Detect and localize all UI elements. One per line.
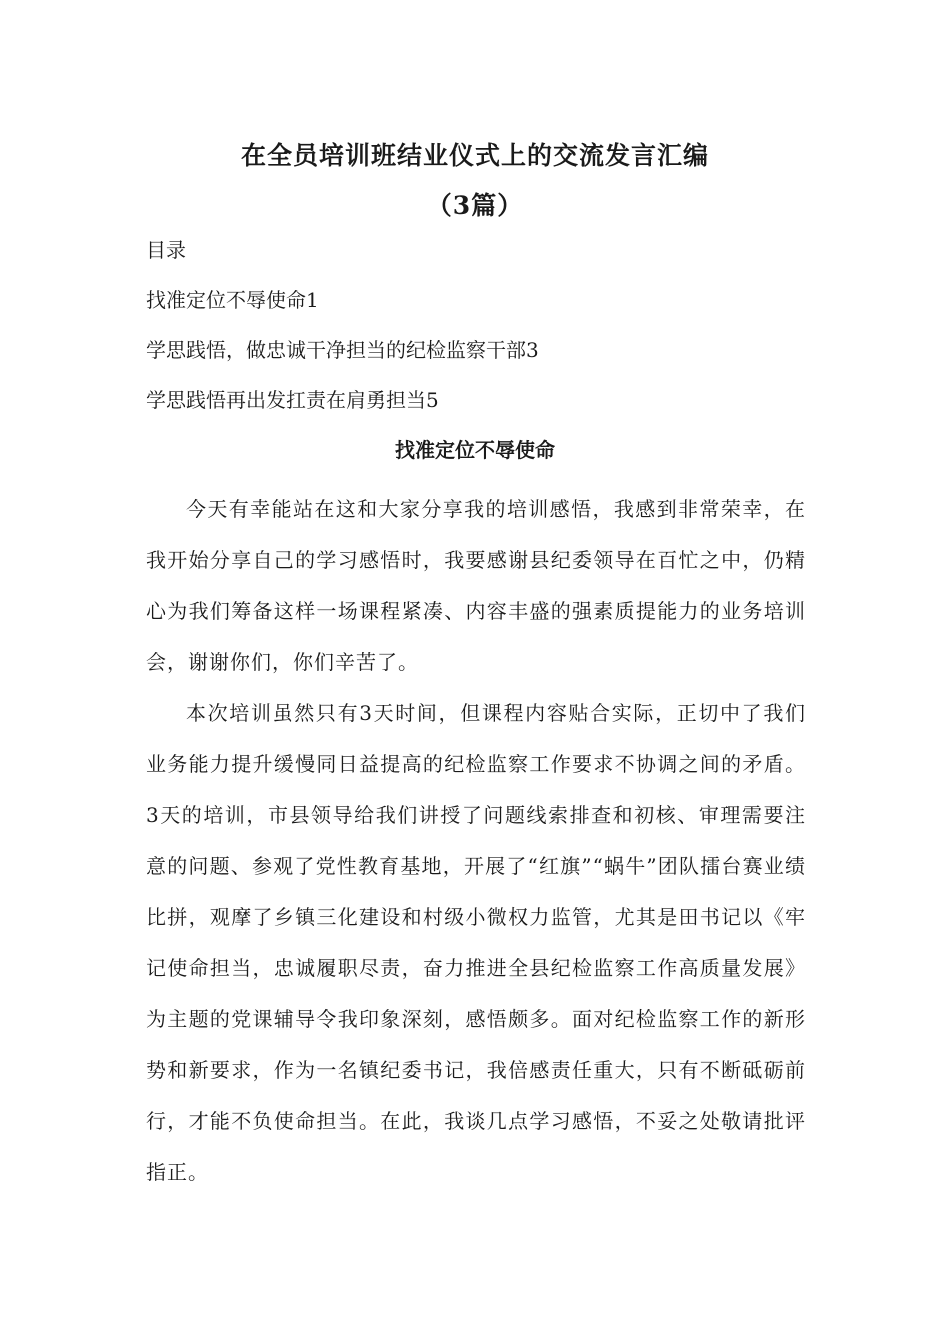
section-heading: 找准定位不辱使命 [395, 438, 555, 462]
body-text [146, 484, 806, 1198]
document-subtitle: （3篇） [426, 191, 524, 220]
paragraph-1: 今天有幸能站在这和大家分享我的培训感悟，我感到非常荣幸，在我开始分享自己的学习感悟时，我要感谢县纪委领导在百忙之中，仍精心为我们筹备这样一场课程紧凑、内容丰盛的强素质提能力的业务培训会，谢谢你们，你们辛苦了。 [146, 497, 806, 674]
toc-item-1[interactable]: 找准定位不辱使命1 [146, 288, 319, 312]
toc-item-2[interactable]: 学思践悟，做忠诚干净担当的纪检监察干部3 [146, 338, 539, 362]
paragraph-2: 本次培训虽然只有3天时间，但课程内容贴合实际，正切中了我们业务能力提升缓慢同日益提高的纪检监察工作要求不协调之间的矛盾。3天的培训，市县领导给我们讲授了问题线索排查和初核、审理需要注意的问题、参观了党性教育基地，开展了“红旗”“蜗牛”团队擂台赛业绩比拼，观摩了乡镇三化建设和村级小微权力监管，尤其是田书记以《牢记使命担当，忠诚履职尽责，奋力推进全县纪检监察工作高质量发展》为主题的党课辅导令我印象深刻，感悟颇多。面对纪检监察工作的新形势和新要求，作为一名镇纪委书记，我倍感责任重大，只有不断砥砺前行，才能不负使命担当。在此，我谈几点学习感悟，不妥之处敬请批评指正。 [146, 701, 806, 1184]
table-of-contents [146, 234, 826, 434]
toc-label: 目录 [146, 238, 186, 262]
toc-item-3[interactable]: 学思践悟再出发扛责在肩勇担当5 [146, 388, 439, 412]
document-title: 在全员培训班结业仪式上的交流发言汇编 [240, 141, 709, 170]
